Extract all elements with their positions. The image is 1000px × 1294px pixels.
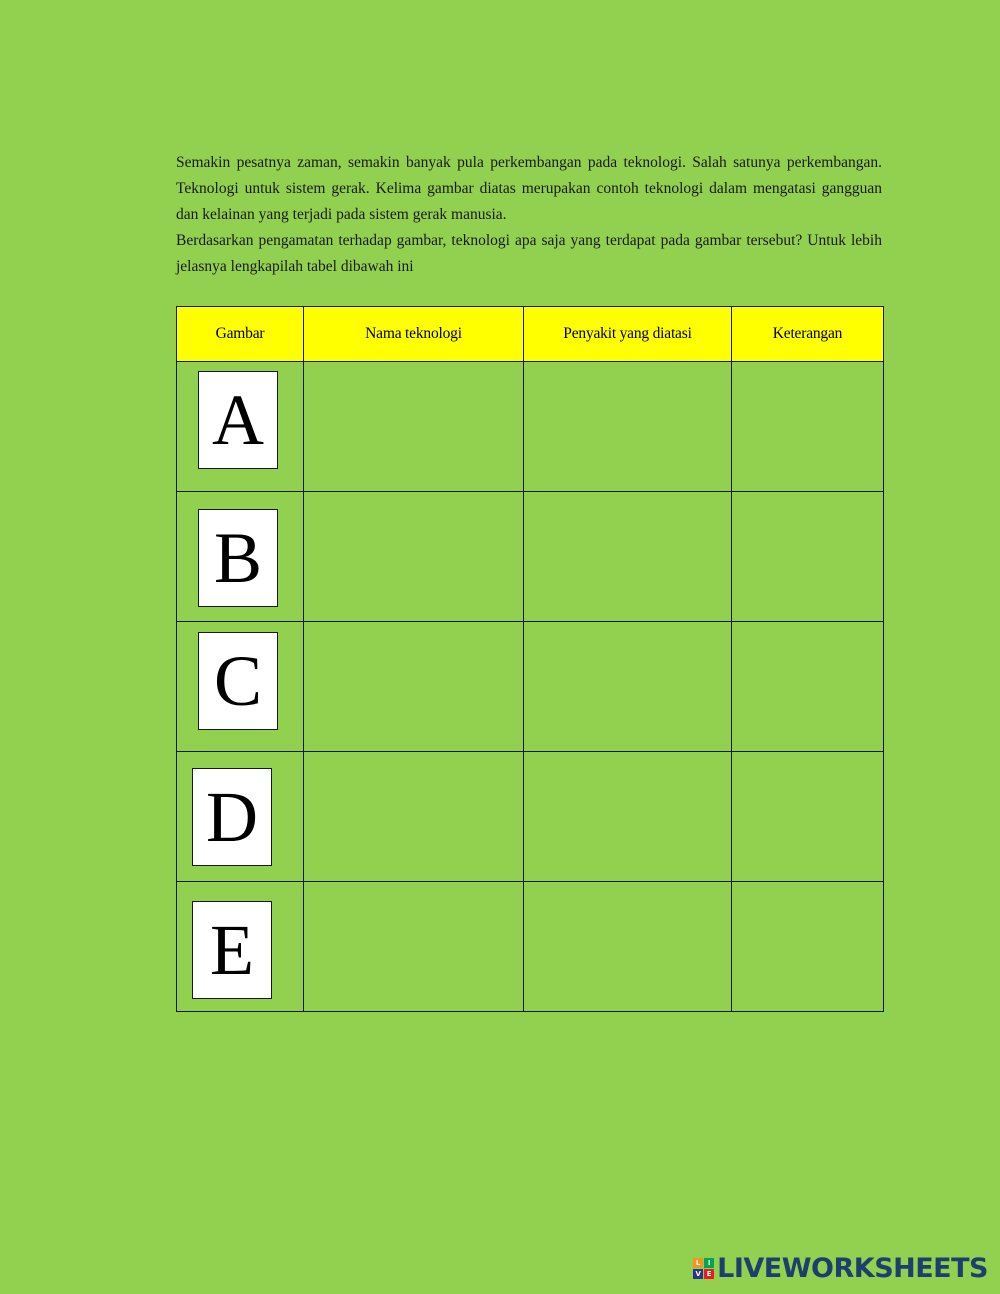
table-row xyxy=(177,362,884,492)
header-gambar: Gambar xyxy=(177,307,304,362)
gambar-cell xyxy=(177,492,304,622)
intro-paragraph-2: Berdasarkan pengamatan terhadap gambar, teknologi apa saja yang terdapat pada gambar tersebut? Untuk lebih jelasnya lengkapilah tabel dibawah ini xyxy=(176,232,882,275)
instructions-text xyxy=(176,150,882,280)
answer-cell-nama-teknologi[interactable] xyxy=(304,882,524,1012)
header-nama-teknologi: Nama teknologi xyxy=(304,307,524,362)
answer-cell-nama-teknologi[interactable] xyxy=(304,622,524,752)
table-header-row xyxy=(177,307,884,362)
gambar-cell xyxy=(177,882,304,1012)
answer-cell-nama-teknologi[interactable] xyxy=(304,362,524,492)
picture-label-e: E xyxy=(192,901,272,999)
table-row xyxy=(177,752,884,882)
answer-cell-nama-teknologi[interactable] xyxy=(304,752,524,882)
picture-label-a: A xyxy=(198,371,278,469)
picture-label-d: D xyxy=(192,768,272,866)
table-row xyxy=(177,492,884,622)
answer-cell-penyakit[interactable] xyxy=(524,882,732,1012)
answer-cell-penyakit[interactable] xyxy=(524,752,732,882)
answer-cell-keterangan[interactable] xyxy=(732,882,884,1012)
gambar-cell xyxy=(177,362,304,492)
answer-cell-keterangan[interactable] xyxy=(732,362,884,492)
intro-paragraph-1: Semakin pesatnya zaman, semakin banyak pula perkembangan pada teknologi. Salah satunya perkembangan. Teknologi untuk sistem gerak. Kelima gambar diatas merupakan contoh teknologi dalam mengatasi gangguan dan kelainan yang terjadi pada sistem gerak manusia. xyxy=(176,154,882,223)
answer-cell-keterangan[interactable] xyxy=(732,752,884,882)
table-row xyxy=(177,882,884,1012)
worksheet-table xyxy=(176,306,884,1012)
header-penyakit: Penyakit yang diatasi xyxy=(524,307,732,362)
answer-cell-penyakit[interactable] xyxy=(524,622,732,752)
liveworksheets-logo[interactable] xyxy=(693,1253,988,1284)
answer-cell-keterangan[interactable] xyxy=(732,622,884,752)
logo-block-i: I xyxy=(704,1258,714,1268)
logo-text: LIVEWORKSHEETS xyxy=(717,1253,988,1284)
gambar-cell xyxy=(177,622,304,752)
logo-block-l: L xyxy=(693,1258,703,1268)
header-keterangan: Keterangan xyxy=(732,307,884,362)
gambar-cell xyxy=(177,752,304,882)
table-row xyxy=(177,622,884,752)
logo-block-v: V xyxy=(693,1269,703,1279)
answer-cell-keterangan[interactable] xyxy=(732,492,884,622)
logo-block-e: E xyxy=(704,1269,714,1279)
answer-cell-penyakit[interactable] xyxy=(524,362,732,492)
picture-label-c: C xyxy=(198,632,278,730)
logo-blocks-icon xyxy=(693,1258,714,1279)
answer-cell-penyakit[interactable] xyxy=(524,492,732,622)
answer-cell-nama-teknologi[interactable] xyxy=(304,492,524,622)
picture-label-b: B xyxy=(198,509,278,607)
